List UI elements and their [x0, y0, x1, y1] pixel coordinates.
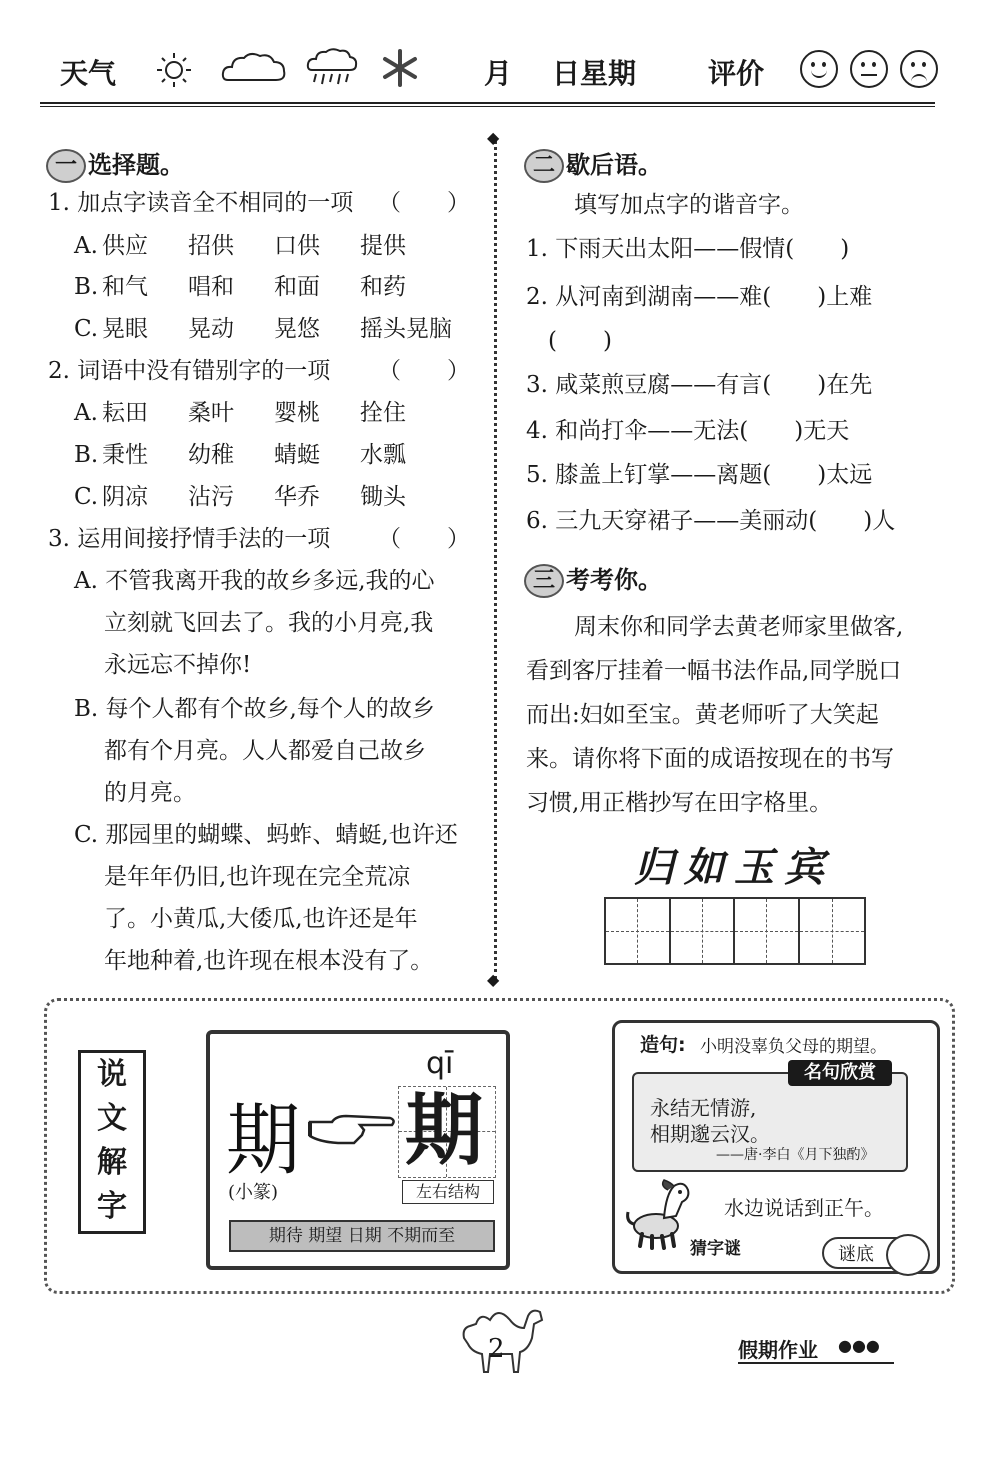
- q1-option-b[interactable]: [74, 272, 474, 302]
- q2-option-b[interactable]: [74, 440, 474, 470]
- example-sentence: 小明没辜负父母的期望。: [700, 1037, 887, 1057]
- tianzige-grid[interactable]: [604, 897, 866, 965]
- option-word: 幼稚: [188, 442, 234, 468]
- tianzige-cell[interactable]: [735, 899, 800, 963]
- shuowen-title-char: 说: [97, 1057, 127, 1092]
- section2-number: 二: [524, 149, 564, 183]
- riddle-text: 水边说话到正午。: [724, 1196, 884, 1220]
- q2-option-c[interactable]: [74, 482, 474, 512]
- q3-option-c-line2: 是年年仍旧,也许现在完全荒凉: [104, 864, 411, 890]
- cloud-icon: [220, 48, 288, 88]
- section3-heading: [524, 560, 662, 598]
- footer-dots: ●●●: [838, 1336, 880, 1355]
- q2-stem: 2. 词语中没有错别字的一项: [48, 358, 331, 384]
- option-word: 口供: [274, 233, 320, 259]
- option-word: 华乔: [274, 484, 320, 510]
- xiehouyu-item[interactable]: 2. 从河南到湖南——难( )上难: [526, 284, 873, 310]
- xiehouyu-item[interactable]: 6. 三九天穿裙子——美丽动( )人: [526, 508, 896, 534]
- option-word: 阴凉: [102, 484, 148, 510]
- q3-stem: 3. 运用间接抒情手法的一项: [48, 526, 331, 552]
- q2-option-a[interactable]: [74, 398, 474, 428]
- page-number: 2: [488, 1334, 505, 1364]
- seal-script-char: 期: [225, 1096, 301, 1186]
- option-word: 晃眼: [102, 316, 148, 342]
- section3-line: 周末你和同学去黄老师家里做客,: [574, 614, 904, 640]
- xiehouyu-item-continued[interactable]: ( ): [548, 328, 612, 354]
- option-word: 和药: [360, 274, 406, 300]
- option-label: C.: [74, 484, 99, 510]
- section1-title: 选择题。: [88, 151, 184, 179]
- shuowen-title-char: 字: [97, 1189, 127, 1224]
- q3-option-c-line1[interactable]: C. 那园里的蝴蝶、蚂蚱、蜻蜓,也许还: [74, 822, 458, 848]
- related-words-bar: 期待 期望 日期 不期而至: [229, 1220, 495, 1252]
- quote-line: 相期邈云汉。: [650, 1122, 770, 1146]
- q3-option-c-line4: 年地种着,也许现在根本没有了。: [104, 948, 434, 974]
- option-label: A.: [74, 400, 98, 426]
- option-word: 和面: [274, 274, 320, 300]
- modern-char-grid: [398, 1086, 496, 1178]
- xiehouyu-item[interactable]: 1. 下雨天出太阳——假情( ): [526, 236, 850, 262]
- xiehouyu-item[interactable]: 4. 和尚打伞——无法( )无天: [526, 418, 850, 444]
- shuowen-title-char: 解: [97, 1145, 127, 1180]
- tianzige-cell[interactable]: [606, 899, 671, 963]
- divider-arrow-top: ◆: [487, 128, 500, 147]
- day-weekday-label: 日星期: [552, 57, 637, 90]
- option-word: 沾污: [188, 484, 234, 510]
- weather-label: 天气: [60, 57, 117, 90]
- seal-script-label: (小篆): [228, 1182, 279, 1203]
- q3-option-b-line1[interactable]: B. 每个人都有个故乡,每个人的故乡: [74, 696, 435, 722]
- footer-rule: [738, 1362, 894, 1364]
- column-divider: [494, 140, 497, 980]
- section1-number: 一: [46, 149, 86, 183]
- option-word: 蜻蜓: [274, 442, 320, 468]
- sun-icon: [152, 50, 196, 90]
- shuowen-title-char: 文: [97, 1101, 127, 1136]
- tianzige-cell[interactable]: [800, 899, 865, 963]
- sentence-label: 造句:: [640, 1034, 686, 1056]
- sad-face-icon[interactable]: [900, 50, 938, 88]
- snowflake-icon: [380, 48, 420, 88]
- rain-cloud-icon: [306, 46, 358, 90]
- neutral-face-icon[interactable]: [850, 50, 888, 88]
- riddle-label: 猜字谜: [690, 1239, 741, 1259]
- q1-option-c[interactable]: [74, 314, 484, 344]
- q3-answer-paren[interactable]: （ ）: [378, 526, 470, 552]
- option-word: 和气: [102, 274, 148, 300]
- calligraphy-idiom: 归如玉宾: [634, 844, 834, 891]
- option-label: A.: [74, 233, 98, 259]
- divider-arrow-bottom: ◆: [487, 970, 500, 989]
- option-word: 招供: [188, 233, 234, 259]
- riddle-answer-label: 谜底: [822, 1237, 926, 1269]
- shuowen-title-box: [78, 1050, 146, 1234]
- option-word: 桑叶: [188, 400, 234, 426]
- month-label: 月: [484, 57, 513, 90]
- option-word: 拴住: [360, 400, 406, 426]
- xiehouyu-item[interactable]: 3. 咸菜煎豆腐——有言( )在先: [526, 372, 873, 398]
- happy-face-icon[interactable]: [800, 50, 838, 88]
- pinyin: qī: [426, 1046, 454, 1081]
- option-word: 摇头晃脑: [360, 316, 452, 342]
- section3-line: 看到客厅挂着一幅书法作品,同学脱口: [526, 658, 902, 684]
- rating-label: 评价: [708, 57, 765, 90]
- section2-instruction: 填写加点字的谐音字。: [574, 192, 804, 218]
- q2-answer-paren[interactable]: （ ）: [378, 358, 470, 384]
- horse-icon: [624, 1176, 692, 1252]
- modern-char: 期: [405, 1086, 484, 1176]
- option-word: 婴桃: [274, 400, 320, 426]
- q3-option-b-line3: 的月亮。: [104, 780, 196, 806]
- option-word: 锄头: [360, 484, 406, 510]
- tianzige-cell[interactable]: [671, 899, 736, 963]
- structure-label: 左右结构: [402, 1180, 494, 1204]
- section3-line: 来。请你将下面的成语按现在的书写: [526, 746, 894, 772]
- header-rule: [40, 102, 935, 104]
- quote-line: 永结无情游,: [650, 1096, 757, 1120]
- famous-quote-tag: 名句欣赏: [788, 1060, 892, 1086]
- q3-option-a-line1[interactable]: A. 不管我离开我的故乡多远,我的心: [74, 568, 435, 594]
- option-label: C.: [74, 316, 99, 342]
- option-word: 唱和: [188, 274, 234, 300]
- pointing-hand-icon: [306, 1108, 398, 1148]
- section3-title: 考考你。: [566, 566, 662, 594]
- q3-option-c-line3: 了。小黄瓜,大倭瓜,也许还是年: [104, 906, 418, 932]
- q3-option-b-line2: 都有个月亮。人人都爱自己故乡: [104, 738, 426, 764]
- header-rule-thin: [40, 106, 935, 107]
- option-word: 秉性: [102, 442, 148, 468]
- q3-option-a-line2: 立刻就飞回去了。我的小月亮,我: [104, 610, 434, 636]
- q3-option-a-line3: 永远忘不掉你!: [104, 652, 252, 678]
- option-word: 提供: [360, 233, 406, 259]
- q1-option-a[interactable]: [74, 231, 474, 261]
- option-label: B.: [74, 442, 99, 468]
- option-word: 晃悠: [274, 316, 320, 342]
- riddle-answer-input[interactable]: [886, 1234, 930, 1276]
- option-word: 水瓢: [360, 442, 406, 468]
- q1-answer-paren[interactable]: （ ）: [378, 190, 470, 216]
- option-word: 耘田: [102, 400, 148, 426]
- footer-label: 假期作业: [738, 1338, 818, 1362]
- section1-heading: [46, 145, 184, 183]
- quote-source: ——唐·李白《月下独酌》: [716, 1147, 875, 1163]
- section3-line: 而出:妇如至宝。黄老师听了大笑起: [526, 702, 879, 728]
- section2-heading: [524, 145, 662, 183]
- option-label: B.: [74, 274, 99, 300]
- section2-title: 歇后语。: [566, 151, 662, 179]
- option-word: 供应: [102, 233, 148, 259]
- section3-number: 三: [524, 564, 564, 598]
- option-word: 晃动: [188, 316, 234, 342]
- xiehouyu-item[interactable]: 5. 膝盖上钉掌——离题( )太远: [526, 462, 873, 488]
- q1-stem: 1. 加点字读音全不相同的一项: [48, 190, 354, 216]
- section3-line: 习惯,用正楷抄写在田字格里。: [526, 790, 833, 816]
